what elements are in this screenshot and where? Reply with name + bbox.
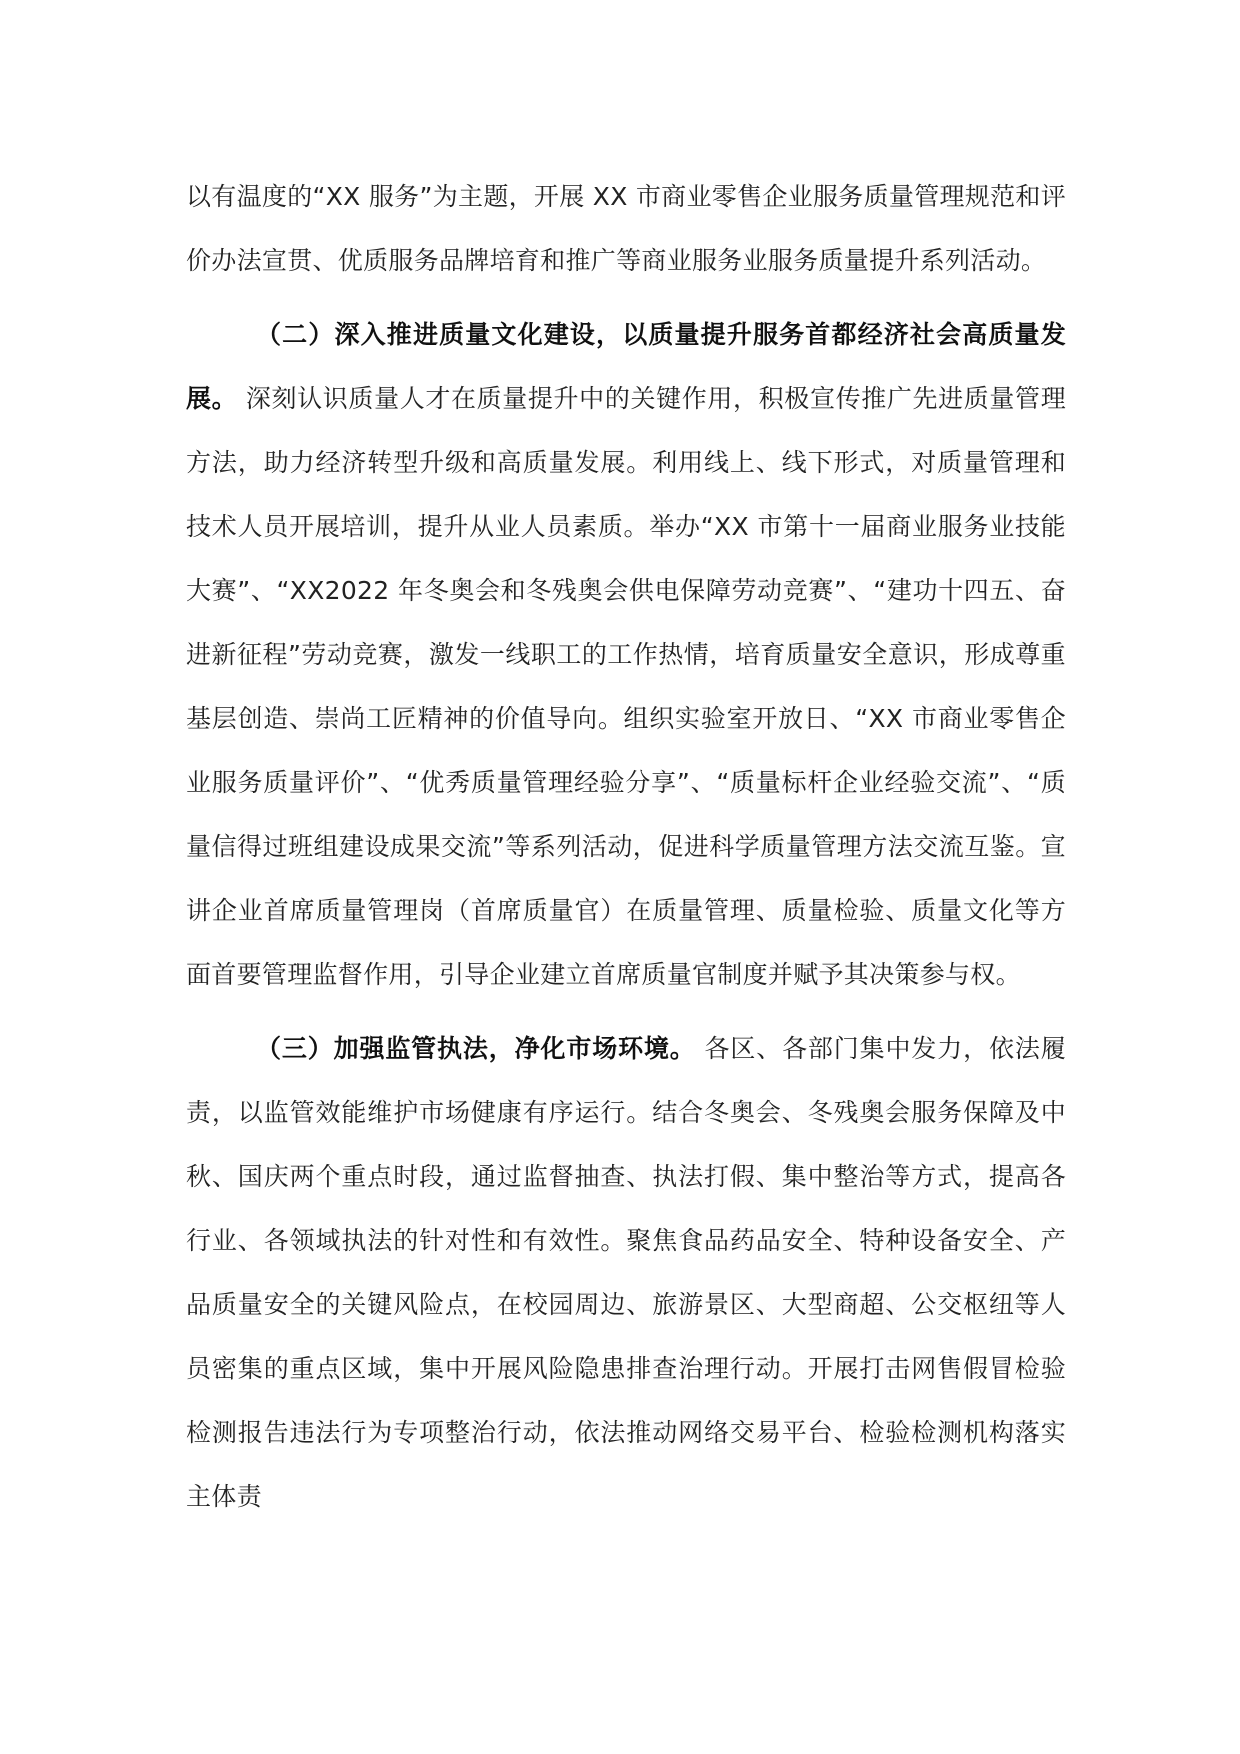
section-heading-2: （二）深入推进质量文化建设，以质量提升服务首都经济社会高质量发展。 <box>186 320 1066 413</box>
section-heading-3: （三）加强监管执法，净化市场环境。 <box>256 1034 696 1063</box>
paragraph-text: 深刻认识质量人才在质量提升中的关键作用，积极宣传推广先进质量管理方法，助力经济转型升级和高质量发展。利用线上、线下形式，对质量管理和技术人员开展培训，提升从业人员素质。举办“XX 市第十一届商业服务业技能大赛”、“XX2022 年冬奥会和冬残奥会供电保障劳动竞赛”、“建功十四五、奋进新征程”劳动竞赛，激发一线职工的工作热情，培育质量安全意识，形成尊重基层创造、崇尚工匠精神的价值导向。组织实验室开放日、“XX 市商业零售企业服务质量评价”、“优秀质量管理经验分享”、“质量标杆企业经验交流”、“质量信得过班组建设成果交流”等系列活动，促进科学质量管理方法交流互鉴。宣讲企业首席质量管理岗（首席质量官）在质量管理、质量检验、质量文化等方面首要管理监督作用，引导企业建立首席质量官制度并赋予其决策参与权。 <box>186 384 1066 989</box>
paragraph-supervision <box>186 1017 1066 1529</box>
paragraph-text: 以有温度的“XX 服务”为主题，开展 XX 市商业零售企业服务质量管理规范和评价办法宣贯、优质服务品牌培育和推广等商业服务业服务质量提升系列活动。 <box>186 182 1066 275</box>
paragraph-text: 各区、各部门集中发力，依法履责，以监管效能维护市场健康有序运行。结合冬奥会、冬残奥会服务保障及中秋、国庆两个重点时段，通过监督抽查、执法打假、集中整治等方式，提高各行业、各领域执法的针对性和有效性。聚焦食品药品安全、特种设备安全、产品质量安全的关键风险点，在校园周边、旅游景区、大型商超、公交枢纽等人员密集的重点区域，集中开展风险隐患排查治理行动。开展打击网售假冒检验检测报告违法行为专项整治行动，依法推动网络交易平台、检验检测机构落实主体责 <box>186 1034 1066 1511</box>
paragraph-quality-culture <box>186 303 1066 1007</box>
paragraph-service-quality <box>186 165 1066 293</box>
document-page <box>186 165 1066 1529</box>
